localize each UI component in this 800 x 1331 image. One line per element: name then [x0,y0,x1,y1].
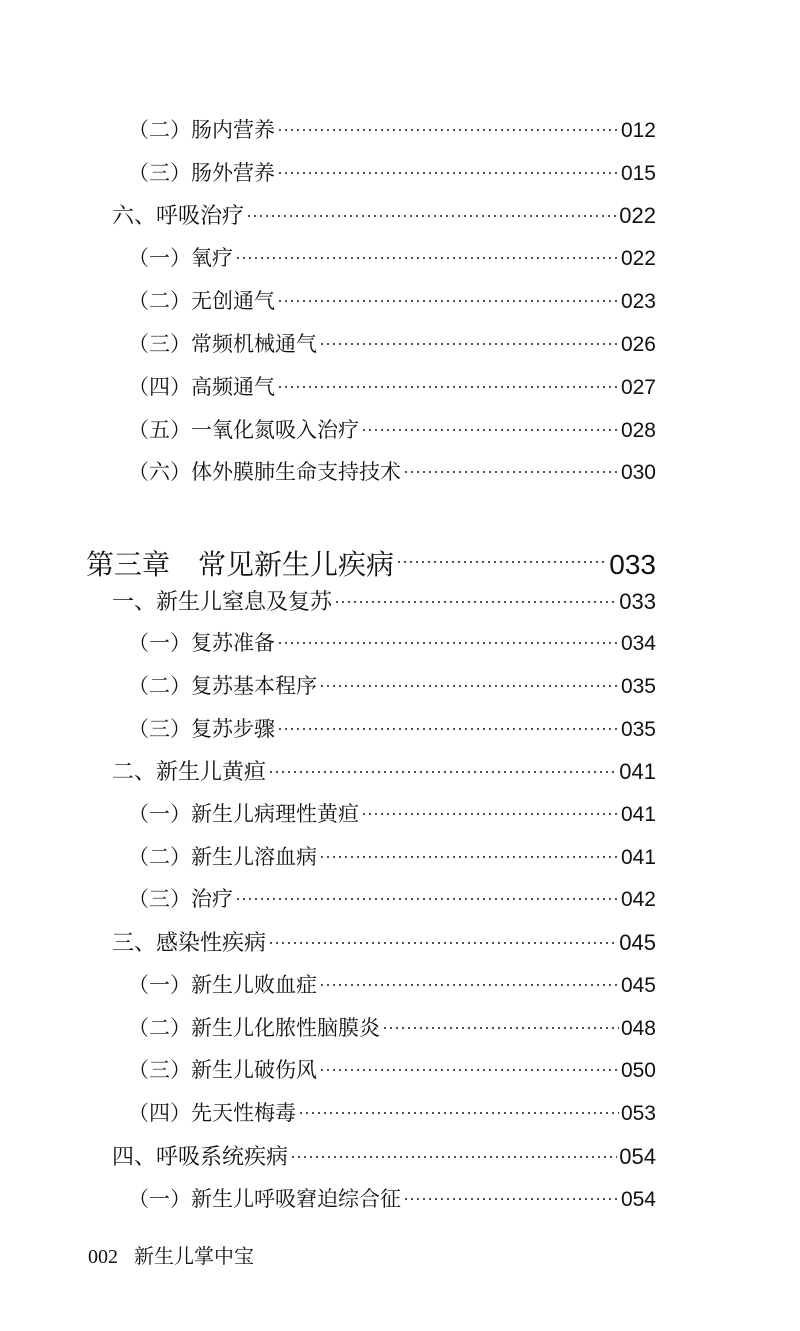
toc-entry-title: （四）高频通气 [128,375,275,400]
toc-entry-title: 一、新生儿窒息及复苏 [112,590,333,616]
toc-entry-page: 054 [620,1188,656,1212]
toc-entry [0,668,800,700]
dot-leader [235,240,619,265]
toc-entry [0,112,800,144]
toc-entry [0,753,800,786]
dot-leader [235,881,619,906]
dot-leader [319,839,619,864]
dot-leader [290,1138,617,1164]
dot-leader [396,540,607,574]
toc-chapter-entry [0,540,800,583]
dot-leader [298,1095,619,1120]
toc-entry-page: 048 [620,1017,656,1041]
toc-entry [0,583,800,616]
toc-entry-page: 030 [620,461,656,485]
toc-entry-title: （三）治疗 [128,887,233,912]
toc-entry [0,1010,800,1042]
toc-entry-title: （三）常频机械通气 [128,332,317,357]
toc-entry [0,1181,800,1213]
toc-entry [0,283,800,315]
dot-leader [319,668,619,693]
toc-entry-title: （一）新生儿败血症 [128,973,317,998]
toc-entry-page: 042 [620,888,656,912]
dot-leader [277,369,619,394]
toc-entry-title: （五）一氧化氮吸入治疗 [128,418,359,443]
dot-leader [319,1052,619,1077]
dot-leader [319,326,619,351]
toc-entry-title: （六）体外膜肺生命支持技术 [128,460,401,485]
toc-entry-page: 022 [620,247,656,271]
toc-entry-title: （三）复苏步骤 [128,717,275,742]
toc-entry-title: （一）新生儿呼吸窘迫综合征 [128,1187,401,1212]
dot-leader [403,454,619,479]
toc-entry [0,711,800,743]
toc-entry-title: （一）新生儿病理性黄疸 [128,802,359,827]
toc-entry-page: 045 [620,974,656,998]
toc-entry-title: （二）复苏基本程序 [128,674,317,699]
toc-entry-title: （四）先天性梅毒 [128,1101,296,1126]
toc-entry-page: 041 [620,803,656,827]
dot-leader [277,155,619,180]
dot-leader [382,1010,619,1035]
toc-entry [0,1095,800,1127]
toc-entry [0,412,800,444]
toc-entry-page: 027 [620,376,656,400]
dot-leader [334,583,617,609]
toc-entry [0,454,800,486]
toc-entry [0,796,800,828]
book-title: 新生儿掌中宝 [134,1244,254,1268]
toc-entry-title: 三、感染性疾病 [112,931,267,957]
toc-entry-title: （二）无创通气 [128,289,275,314]
toc-entry [0,369,800,401]
dot-leader [361,796,619,821]
toc-entry-page: 023 [620,290,656,314]
page-footer [88,1240,254,1269]
toc-entry-page: 035 [620,675,656,699]
toc-entry-page: 041 [620,846,656,870]
toc-entry [0,967,800,999]
dot-leader [277,711,619,736]
toc-entry-title: （三）肠外营养 [128,161,275,186]
toc-entry-title: （二）新生儿溶血病 [128,845,317,870]
toc-entry-page: 050 [620,1059,656,1083]
toc-entry [0,1052,800,1084]
toc-entry-page: 028 [620,419,656,443]
toc-entry-page: 026 [620,333,656,357]
toc-entry-page: 041 [619,759,656,785]
toc-entry [0,625,800,657]
dot-leader [403,1181,619,1206]
dot-leader [277,625,619,650]
toc-entry-page: 033 [619,589,656,615]
toc-entry-title: （一）复苏准备 [128,631,275,656]
dot-leader [277,283,619,308]
toc-entry-title: （一）氧疗 [128,246,233,271]
dot-leader [268,753,617,779]
toc-entry [0,839,800,871]
toc-entry-page: 054 [619,1144,656,1170]
toc-entry [0,240,800,272]
toc-entry-page: 033 [609,548,656,580]
toc-entry-title: 四、呼吸系统疾病 [112,1145,289,1171]
toc-entry-page: 022 [619,203,656,229]
toc-entry [0,197,800,230]
dot-leader [277,112,619,137]
toc-entry-title: 二、新生儿黄疸 [112,760,267,786]
toc-entry-title: （二）新生儿化脓性脑膜炎 [128,1016,380,1041]
toc-entry-title: 六、呼吸治疗 [112,204,245,230]
toc-entry-page: 012 [620,119,656,143]
toc-entry [0,1138,800,1171]
dot-leader [361,412,619,437]
toc-entry [0,326,800,358]
toc-entry-title: 第三章 常见新生儿疾病 [86,547,395,581]
dot-leader [246,197,617,223]
toc-entry-page: 053 [620,1102,656,1126]
toc-entry-page: 045 [619,930,656,956]
dot-leader [268,924,617,950]
toc-entry-page: 015 [620,162,656,186]
toc-entry [0,155,800,187]
toc-entry-page: 034 [620,632,656,656]
toc-entry-title: （三）新生儿破伤风 [128,1058,317,1083]
dot-leader [319,967,619,992]
toc-entry [0,881,800,913]
toc-entry-page: 035 [620,718,656,742]
toc-entry-title: （二）肠内营养 [128,118,275,143]
toc-entry [0,924,800,957]
page-number: 002 [88,1246,118,1268]
